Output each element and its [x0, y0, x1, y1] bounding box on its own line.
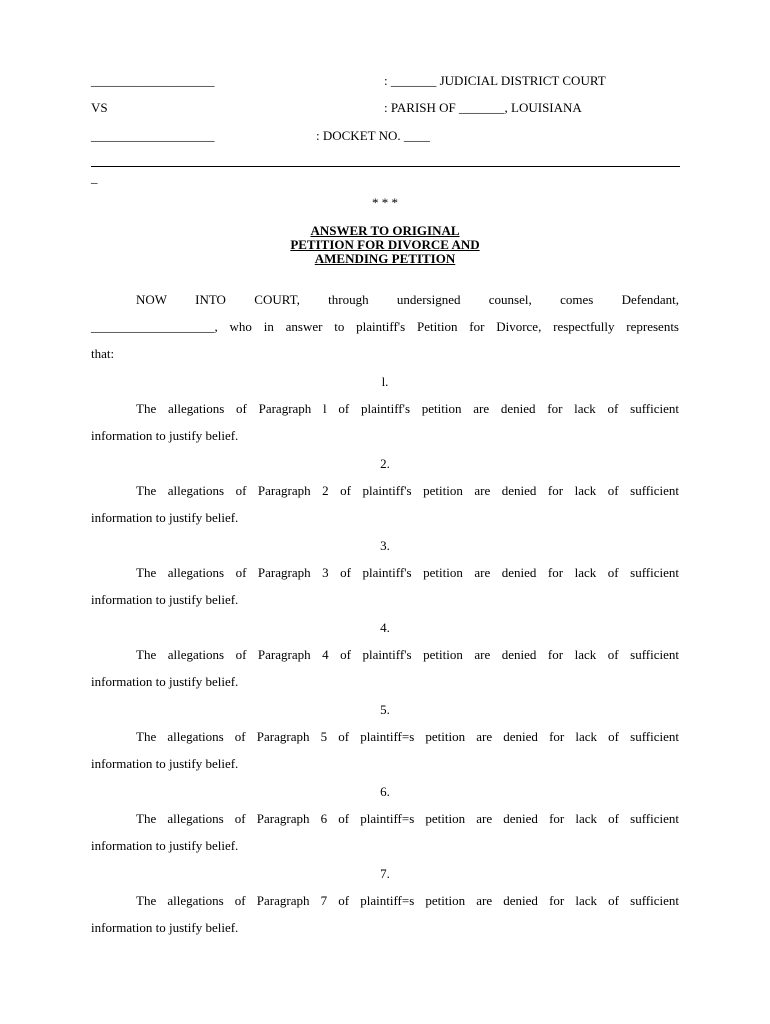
defendant-blank: ___________________	[91, 128, 215, 143]
paragraph-number: 2.	[380, 456, 390, 471]
paragraph-text-cont: information to justify belief.	[91, 920, 239, 935]
intro-line-3: that:	[91, 346, 115, 361]
paragraph-text: The allegations of Paragraph 2 of plaintiff's petition are denied for lack of sufficient	[136, 483, 679, 498]
paragraph-number: 5.	[380, 702, 390, 717]
caption-divider	[91, 166, 680, 167]
paragraph-text: The allegations of Paragraph 7 of plaintiff=s petition are denied for lack of sufficient	[136, 893, 679, 908]
paragraph-number: 6.	[380, 784, 390, 799]
paragraph-text-cont: information to justify belief.	[91, 592, 239, 607]
paragraph-number: 7.	[380, 866, 390, 881]
intro-line-2: ___________________, who in answer to plaintiff's Petition for Divorce, respectfully represents	[91, 319, 679, 334]
paragraph-number: 4.	[380, 620, 390, 635]
divider-tail: _	[91, 170, 98, 185]
document-title-line-1: ANSWER TO ORIGINAL	[310, 223, 460, 238]
paragraph-number: 3.	[380, 538, 390, 553]
paragraph-text: The allegations of Paragraph l of plaintiff's petition are denied for lack of sufficient	[136, 401, 679, 416]
paragraph-text-cont: information to justify belief.	[91, 428, 239, 443]
paragraph-text: The allegations of Paragraph 4 of plaintiff's petition are denied for lack of sufficient	[136, 647, 679, 662]
document-title-line-2: PETITION FOR DIVORCE AND	[290, 237, 480, 252]
section-stars: * * *	[372, 195, 398, 210]
vs-label: VS	[91, 100, 108, 115]
docket-line: : DOCKET NO. ____	[316, 128, 430, 143]
paragraph-text-cont: information to justify belief.	[91, 756, 239, 771]
paragraph-text-cont: information to justify belief.	[91, 838, 239, 853]
court-line: : _______ JUDICIAL DISTRICT COURT	[384, 73, 606, 88]
parish-line: : PARISH OF _______, LOUISIANA	[384, 100, 582, 115]
paragraph-text-cont: information to justify belief.	[91, 510, 239, 525]
paragraph-number: l.	[381, 374, 389, 389]
paragraph-text: The allegations of Paragraph 3 of plaintiff's petition are denied for lack of sufficient	[136, 565, 679, 580]
plaintiff-blank: ___________________	[91, 73, 215, 88]
intro-line-1: NOW INTO COURT, through undersigned counsel, comes Defendant,	[136, 292, 679, 307]
paragraph-text: The allegations of Paragraph 5 of plaintiff=s petition are denied for lack of sufficient	[136, 729, 679, 744]
paragraph-text: The allegations of Paragraph 6 of plaintiff=s petition are denied for lack of sufficient	[136, 811, 679, 826]
paragraph-text-cont: information to justify belief.	[91, 674, 239, 689]
document-title-line-3: AMENDING PETITION	[314, 251, 456, 266]
